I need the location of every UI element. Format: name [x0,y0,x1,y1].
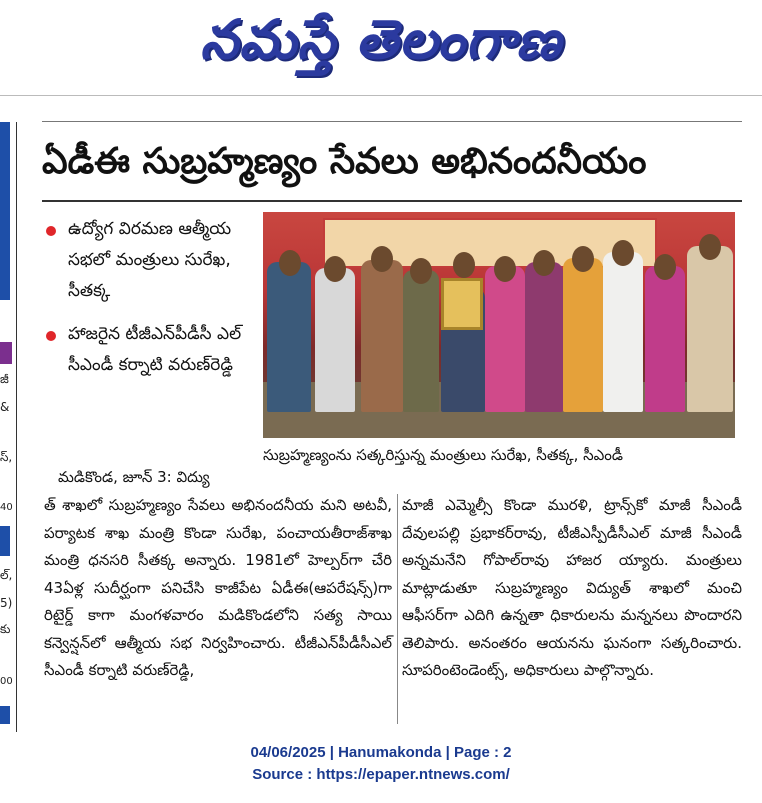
photo-person-head [453,252,475,278]
photo-person-head [279,250,301,276]
photo-person [485,266,525,412]
photo-person-head [572,246,594,272]
photo-person-head [654,254,676,280]
article-headline: ఏడీఈ సుబ్రహ్మణ్యం సేవలు అభినందనీయం [42,141,647,182]
adjacent-column [0,110,22,730]
adjacent-text-fragment: 40 [0,502,13,513]
page-footer [0,742,762,786]
adjacent-text-fragment: ల్, [0,568,13,582]
newspaper-logo: నమస్తే తెలంగాణ [200,8,562,71]
photo-person [525,262,563,412]
award-plaque [441,278,483,330]
article-dateline: మడికొండ, జూన్ 3: విద్యు [58,468,210,486]
headline-top-rule [42,121,742,122]
edition-info: 04/06/2025 | Hanumakonda | Page : 2 [250,744,512,761]
photo-person [267,262,311,412]
photo-person [563,258,603,412]
photo-person-head [494,256,516,282]
photo-person [603,252,643,412]
photo-person-head [324,256,346,282]
adjacent-color-block [0,706,10,724]
photo-person-head [371,246,393,272]
highlight-item [40,319,255,381]
photo-person [361,260,403,412]
adjacent-text-fragment: & [0,400,10,414]
adjacent-text-fragment: జీ [0,372,9,386]
adjacent-text-fragment: 5) [0,596,13,610]
masthead [0,0,762,82]
photo-person-head [533,250,555,276]
photo-person [687,246,733,412]
article-highlights [40,214,255,393]
photo-person [645,266,685,412]
photo-person-head [612,240,634,266]
highlight-item [40,214,255,307]
adjacent-text-fragment: స్, [0,450,13,464]
photo-person-head [410,258,432,284]
photo-person-head [699,234,721,260]
bullet-dot-icon [46,331,56,341]
highlight-text: ఉద్యోగ విరమణ ఆత్మీయ సభలో మంత్రులు సురేఖ, సీతక్క [68,219,232,301]
adjacent-text-fragment: 00 [0,676,13,687]
adjacent-color-block [0,526,10,556]
headline-rule [42,200,742,202]
photo-caption: సుబ్రహ్మణ్యంను సత్కరిస్తున్న మంత్రులు సురేఖ, సీతక్క, సీఎండీ [263,446,624,464]
bullet-dot-icon [46,226,56,236]
article-photo [263,212,735,438]
adjacent-ad-block [0,122,10,300]
adjacent-text-fragment: కు [0,622,11,636]
column-divider [397,494,398,724]
highlight-text: హాజరైన టీజీఎన్‌పీడీసీ ఎల్ సీఎండీ కర్నాటి వరుణ్‌రెడ్డి [68,324,242,375]
adjacent-color-block [0,342,12,364]
article-body-left: త్ శాఖలో సుబ్రహ్మణ్యం సేవలు అభినందనీయ మని అటవీ, పర్యాటక శాఖ మంత్రి కొండా సురేఖ, పంచాయతీరాజ్‌శాఖ మంత్రి ధనసరి సీతక్క అన్నారు. 1981లో హెల్పర్‌గా చేరి 43ఏళ్ల సుదీర్ఘంగా పనిచేసి కాజీపేట ఏడీఈ(ఆపరేషన్స్)గా రిటైర్డ్ కాగా మంగళవారం మడికొండలోని సత్య సాయి కన్వెన్షన్‌లో ఆత్మీయ సభ నిర్వహించారు. టీజీఎన్‌పీడీసీఎల్ సీఎండీ కర్నాటి వరుణ్‌రెడ్డి, [44,496,392,679]
column-divider [16,122,17,732]
photo-person [403,270,439,412]
article-body-right: మాజీ ఎమ్మెల్సీ కొండా మురళి, ట్రాన్స్‌కో మాజీ సీఎండీ దేవులపల్లి ప్రభాకర్‌రావు, టీజీఎస్పీడీసీఎల్ మాజీ సీఎండీ అన్నమనేని గోపాల్‌రావు హాజర య్యారు. మంత్రులు మాట్లాడుతూ సుబ్రహ్మణ్యం విద్యుత్ శాఖలో మంచి ఆఫీసర్‌గా ఎదిగి ఉన్నతా ధికారులను మన్ననలు పొందారని తెలిపారు. అనంతరం ఆయనను ఘనంగా సత్కరించారు. సూపరింటెండెంట్స్, అధికారులు పాల్గొన్నారు. [402,496,742,679]
photo-person [315,268,355,412]
source-link[interactable]: Source : https://epaper.ntnews.com/ [252,766,510,783]
